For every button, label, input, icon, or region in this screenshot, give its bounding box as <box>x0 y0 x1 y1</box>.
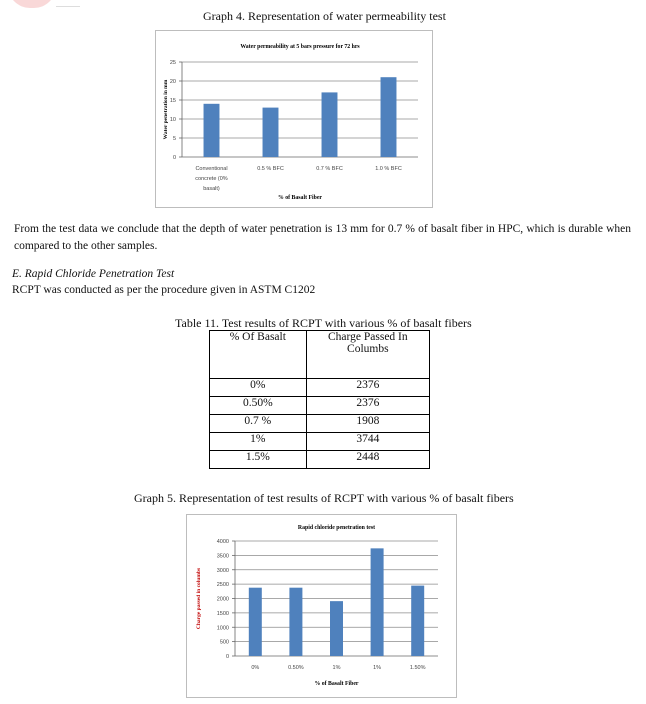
y-tick-label: 20 <box>169 79 176 85</box>
bar <box>263 108 279 157</box>
table-row <box>210 397 430 415</box>
y-tick-label: 2500 <box>216 582 229 589</box>
y-axis-label: Charge passed in columbs <box>196 567 202 630</box>
table-row <box>210 415 430 433</box>
graph4-caption: Graph 4. Representation of water permeability test <box>203 9 446 23</box>
graph4-chart-svg <box>156 31 432 207</box>
table-row <box>210 433 430 451</box>
x-tick-label <box>316 166 343 172</box>
table-cell: 2448 <box>306 451 429 469</box>
conclusion-paragraph: From the test data we conclude that the depth of water penetration is 13 mm for 0.7 % of basalt fiber in HPC, which is durable when compared to the other samples. <box>14 223 631 252</box>
table-cell: 3744 <box>306 433 429 451</box>
bar <box>330 601 343 656</box>
table-row <box>210 451 430 469</box>
y-tick-label: 500 <box>219 639 229 646</box>
table-header-cell: Charge Passed In Columbs <box>306 331 429 379</box>
x-tick-label-line: 0% <box>251 665 260 671</box>
y-tick-label: 0 <box>172 155 176 161</box>
x-tick-label <box>333 665 341 671</box>
y-tick-label: 2000 <box>216 596 229 603</box>
graph4-chart <box>155 30 433 208</box>
x-tick-label <box>288 665 304 671</box>
table-cell: 1908 <box>306 415 429 433</box>
bar <box>411 586 424 656</box>
x-tick-label <box>373 665 381 671</box>
x-tick-label-line: 1.50% <box>409 665 426 671</box>
table-row <box>210 379 430 397</box>
x-tick-label-line: 0.7 % BFC <box>316 166 343 172</box>
y-tick-label: 0 <box>225 654 229 660</box>
rcpt-table <box>209 330 430 469</box>
table11-caption: Table 11. Test results of RCPT with various % of basalt fibers <box>175 316 472 330</box>
y-tick-label: 3000 <box>216 567 229 574</box>
x-axis-label: % of Basalt Fiber <box>314 681 359 687</box>
bar <box>322 92 338 157</box>
x-tick-label <box>195 166 228 192</box>
chart-title: Water permeability at 5 bars pressure for 72 hrs <box>240 44 360 50</box>
graph5-caption: Graph 5. Representation of test results of RCPT with various % of basalt fibers <box>134 491 514 505</box>
x-axis-label: % of Basalt Fiber <box>278 195 322 201</box>
y-tick-label: 15 <box>169 98 176 104</box>
table-cell: 0.50% <box>210 397 307 415</box>
x-tick-label <box>257 166 284 172</box>
x-tick-label-line: Conventional <box>195 166 228 172</box>
y-tick-label: 5 <box>172 136 176 142</box>
x-tick-label <box>251 665 259 671</box>
x-tick-label-line: 0.5 % BFC <box>257 166 284 172</box>
x-tick-label-line: 1.0 % BFC <box>375 166 402 172</box>
table-header-cell: % Of Basalt <box>210 331 307 379</box>
logo-fragment <box>8 0 56 8</box>
table-cell: 0.7 % <box>210 415 307 433</box>
x-tick-label-line: basalt) <box>203 186 220 192</box>
section-text: RCPT was conducted as per the procedure given in ASTM C1202 <box>12 284 316 296</box>
y-tick-label: 3500 <box>216 553 229 560</box>
bar <box>249 588 262 656</box>
table-cell: 2376 <box>306 397 429 415</box>
bar <box>371 548 384 656</box>
graph5-chart-svg <box>187 515 456 697</box>
y-tick-label: 1500 <box>216 610 229 617</box>
table-header-row <box>210 331 430 379</box>
x-tick-label-line: 1% <box>373 665 382 671</box>
x-tick-label-line: concrete (0% <box>195 176 228 182</box>
top-divider <box>56 6 80 7</box>
x-tick-label <box>375 166 402 172</box>
bar <box>289 588 302 656</box>
table-cell: 2376 <box>306 379 429 397</box>
y-tick-label: 25 <box>169 60 176 66</box>
table-cell: 1.5% <box>210 451 307 469</box>
bar <box>204 104 220 157</box>
y-tick-label: 1000 <box>216 625 229 632</box>
chart-title: Rapid chloride penetration test <box>297 525 376 531</box>
table-cell: 1% <box>210 433 307 451</box>
bar <box>381 77 397 157</box>
y-tick-label: 4000 <box>216 539 229 545</box>
x-tick-label <box>410 665 426 671</box>
y-axis-label: Water penetration in mm <box>163 79 169 140</box>
graph5-chart <box>186 514 457 698</box>
section-heading: E. Rapid Chloride Penetration Test <box>12 268 175 280</box>
x-tick-label-line: 1% <box>332 665 341 671</box>
y-tick-label: 10 <box>169 117 176 123</box>
x-tick-label-line: 0.50% <box>288 665 304 671</box>
table-cell: 0% <box>210 379 307 397</box>
